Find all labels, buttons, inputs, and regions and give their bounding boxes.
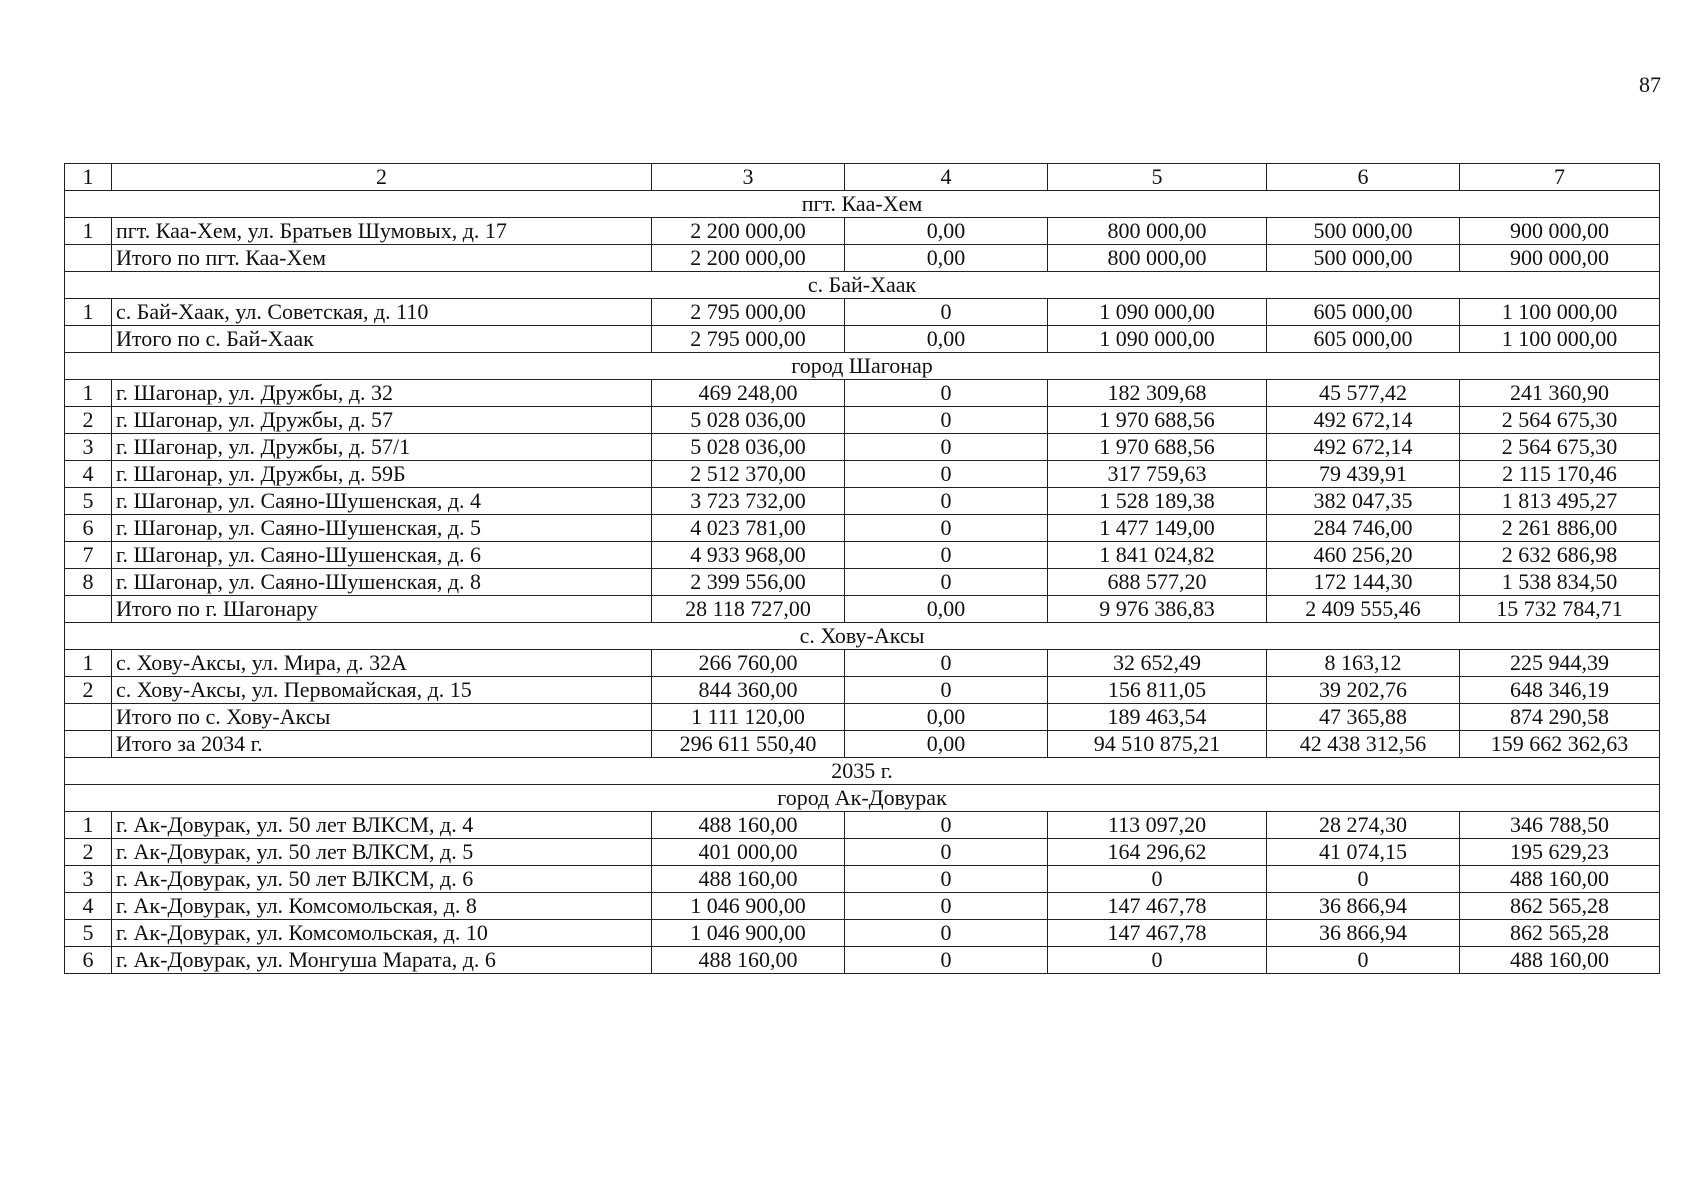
amount-cell: 2 795 000,00 [652, 299, 845, 326]
row-number: 2 [65, 677, 112, 704]
column-header: 5 [1048, 164, 1267, 191]
amount-cell: 0 [1267, 866, 1460, 893]
amount-cell: 47 365,88 [1267, 704, 1460, 731]
amount-cell: 0 [845, 488, 1048, 515]
section-row [65, 785, 1660, 812]
table-row [65, 218, 1660, 245]
amount-cell: 1 538 834,50 [1460, 569, 1660, 596]
amount-cell: 0 [845, 920, 1048, 947]
amount-cell: 5 028 036,00 [652, 434, 845, 461]
amount-cell: 605 000,00 [1267, 299, 1460, 326]
amount-cell: 2 200 000,00 [652, 245, 845, 272]
total-row [65, 704, 1660, 731]
amount-cell: 2 399 556,00 [652, 569, 845, 596]
funding-table [64, 163, 1660, 974]
amount-cell: 0 [845, 380, 1048, 407]
row-number: 1 [65, 650, 112, 677]
amount-cell: 1 970 688,56 [1048, 407, 1267, 434]
section-row [65, 623, 1660, 650]
amount-cell: 0,00 [845, 218, 1048, 245]
row-number: 6 [65, 515, 112, 542]
table-row [65, 299, 1660, 326]
amount-cell: 0 [845, 434, 1048, 461]
address-cell: г. Шагонар, ул. Саяно-Шушенская, д. 6 [112, 542, 652, 569]
total-row [65, 326, 1660, 353]
address-cell: пгт. Каа-Хем, ул. Братьев Шумовых, д. 17 [112, 218, 652, 245]
amount-cell: 1 528 189,38 [1048, 488, 1267, 515]
table-row [65, 434, 1660, 461]
amount-cell: 189 463,54 [1048, 704, 1267, 731]
total-row [65, 596, 1660, 623]
total-row [65, 731, 1660, 758]
column-header: 1 [65, 164, 112, 191]
amount-cell: 2 261 886,00 [1460, 515, 1660, 542]
amount-cell: 0 [845, 866, 1048, 893]
column-header: 3 [652, 164, 845, 191]
address-cell: г. Шагонар, ул. Дружбы, д. 57 [112, 407, 652, 434]
address-cell: г. Шагонар, ул. Саяно-Шушенская, д. 4 [112, 488, 652, 515]
amount-cell: 182 309,68 [1048, 380, 1267, 407]
amount-cell: 0 [845, 461, 1048, 488]
table-row [65, 893, 1660, 920]
table-row [65, 542, 1660, 569]
section-title: город Ак-Довурак [65, 785, 1660, 812]
amount-cell: 800 000,00 [1048, 218, 1267, 245]
section-title: с. Бай-Хаак [65, 272, 1660, 299]
row-number: 4 [65, 461, 112, 488]
amount-cell: 900 000,00 [1460, 245, 1660, 272]
amount-cell: 2 200 000,00 [652, 218, 845, 245]
table-row [65, 407, 1660, 434]
address-cell: Итого по с. Хову-Аксы [112, 704, 652, 731]
table-row [65, 569, 1660, 596]
amount-cell: 1 046 900,00 [652, 893, 845, 920]
amount-cell: 488 160,00 [652, 947, 845, 974]
amount-cell: 488 160,00 [652, 866, 845, 893]
amount-cell: 1 111 120,00 [652, 704, 845, 731]
column-header: 7 [1460, 164, 1660, 191]
amount-cell: 1 970 688,56 [1048, 434, 1267, 461]
amount-cell: 0 [845, 677, 1048, 704]
row-number [65, 596, 112, 623]
amount-cell: 346 788,50 [1460, 812, 1660, 839]
amount-cell: 41 074,15 [1267, 839, 1460, 866]
table-row [65, 380, 1660, 407]
amount-cell: 648 346,19 [1460, 677, 1660, 704]
amount-cell: 2 409 555,46 [1267, 596, 1460, 623]
address-cell: г. Ак-Довурак, ул. Монгуша Марата, д. 6 [112, 947, 652, 974]
table-row [65, 461, 1660, 488]
amount-cell: 15 732 784,71 [1460, 596, 1660, 623]
amount-cell: 3 723 732,00 [652, 488, 845, 515]
amount-cell: 1 100 000,00 [1460, 299, 1660, 326]
amount-cell: 1 477 149,00 [1048, 515, 1267, 542]
amount-cell: 45 577,42 [1267, 380, 1460, 407]
section-row [65, 191, 1660, 218]
address-cell: г. Ак-Довурак, ул. Комсомольская, д. 10 [112, 920, 652, 947]
amount-cell: 382 047,35 [1267, 488, 1460, 515]
amount-cell: 2 564 675,30 [1460, 407, 1660, 434]
amount-cell: 0,00 [845, 596, 1048, 623]
amount-cell: 488 160,00 [652, 812, 845, 839]
amount-cell: 688 577,20 [1048, 569, 1267, 596]
amount-cell: 147 467,78 [1048, 920, 1267, 947]
column-header: 4 [845, 164, 1048, 191]
amount-cell: 1 090 000,00 [1048, 326, 1267, 353]
amount-cell: 1 090 000,00 [1048, 299, 1267, 326]
row-number: 1 [65, 812, 112, 839]
amount-cell: 500 000,00 [1267, 218, 1460, 245]
amount-cell: 195 629,23 [1460, 839, 1660, 866]
table-row [65, 920, 1660, 947]
address-cell: с. Хову-Аксы, ул. Мира, д. 32А [112, 650, 652, 677]
amount-cell: 2 564 675,30 [1460, 434, 1660, 461]
section-title: 2035 г. [65, 758, 1660, 785]
amount-cell: 605 000,00 [1267, 326, 1460, 353]
amount-cell: 2 115 170,46 [1460, 461, 1660, 488]
amount-cell: 9 976 386,83 [1048, 596, 1267, 623]
table-row [65, 677, 1660, 704]
amount-cell: 500 000,00 [1267, 245, 1460, 272]
amount-cell: 4 933 968,00 [652, 542, 845, 569]
row-number: 2 [65, 839, 112, 866]
address-cell: г. Шагонар, ул. Дружбы, д. 59Б [112, 461, 652, 488]
table-row [65, 947, 1660, 974]
row-number: 7 [65, 542, 112, 569]
amount-cell: 0 [845, 650, 1048, 677]
amount-cell: 0 [1048, 866, 1267, 893]
amount-cell: 1 046 900,00 [652, 920, 845, 947]
row-number: 5 [65, 920, 112, 947]
amount-cell: 266 760,00 [652, 650, 845, 677]
amount-cell: 0 [845, 407, 1048, 434]
amount-cell: 39 202,76 [1267, 677, 1460, 704]
table-row [65, 839, 1660, 866]
amount-cell: 488 160,00 [1460, 866, 1660, 893]
amount-cell: 0 [845, 542, 1048, 569]
amount-cell: 94 510 875,21 [1048, 731, 1267, 758]
address-cell: г. Ак-Довурак, ул. Комсомольская, д. 8 [112, 893, 652, 920]
amount-cell: 147 467,78 [1048, 893, 1267, 920]
address-cell: г. Ак-Довурак, ул. 50 лет ВЛКСМ, д. 4 [112, 812, 652, 839]
row-number: 8 [65, 569, 112, 596]
amount-cell: 28 274,30 [1267, 812, 1460, 839]
amount-cell: 5 028 036,00 [652, 407, 845, 434]
amount-cell: 1 841 024,82 [1048, 542, 1267, 569]
row-number: 3 [65, 866, 112, 893]
amount-cell: 492 672,14 [1267, 434, 1460, 461]
amount-cell: 36 866,94 [1267, 893, 1460, 920]
amount-cell: 156 811,05 [1048, 677, 1267, 704]
row-number [65, 731, 112, 758]
row-number [65, 704, 112, 731]
amount-cell: 1 813 495,27 [1460, 488, 1660, 515]
row-number: 1 [65, 218, 112, 245]
amount-cell: 1 100 000,00 [1460, 326, 1660, 353]
amount-cell: 401 000,00 [652, 839, 845, 866]
amount-cell: 8 163,12 [1267, 650, 1460, 677]
table-row [65, 488, 1660, 515]
amount-cell: 0,00 [845, 245, 1048, 272]
amount-cell: 113 097,20 [1048, 812, 1267, 839]
section-title: с. Хову-Аксы [65, 623, 1660, 650]
amount-cell: 488 160,00 [1460, 947, 1660, 974]
amount-cell: 874 290,58 [1460, 704, 1660, 731]
amount-cell: 2 795 000,00 [652, 326, 845, 353]
amount-cell: 36 866,94 [1267, 920, 1460, 947]
amount-cell: 0,00 [845, 704, 1048, 731]
section-row [65, 758, 1660, 785]
total-row [65, 245, 1660, 272]
row-number: 3 [65, 434, 112, 461]
amount-cell: 0,00 [845, 326, 1048, 353]
address-cell: с. Бай-Хаак, ул. Советская, д. 110 [112, 299, 652, 326]
amount-cell: 164 296,62 [1048, 839, 1267, 866]
table-row [65, 812, 1660, 839]
address-cell: г. Шагонар, ул. Саяно-Шушенская, д. 5 [112, 515, 652, 542]
section-title: пгт. Каа-Хем [65, 191, 1660, 218]
address-cell: Итого по г. Шагонару [112, 596, 652, 623]
table-body [65, 164, 1660, 974]
amount-cell: 296 611 550,40 [652, 731, 845, 758]
amount-cell: 0 [845, 299, 1048, 326]
column-header: 6 [1267, 164, 1460, 191]
amount-cell: 0 [845, 515, 1048, 542]
address-cell: г. Ак-Довурак, ул. 50 лет ВЛКСМ, д. 5 [112, 839, 652, 866]
amount-cell: 0,00 [845, 731, 1048, 758]
table-row [65, 866, 1660, 893]
amount-cell: 0 [845, 569, 1048, 596]
amount-cell: 0 [845, 947, 1048, 974]
amount-cell: 2 632 686,98 [1460, 542, 1660, 569]
amount-cell: 800 000,00 [1048, 245, 1267, 272]
amount-cell: 0 [845, 839, 1048, 866]
amount-cell: 900 000,00 [1460, 218, 1660, 245]
address-cell: г. Ак-Довурак, ул. 50 лет ВЛКСМ, д. 6 [112, 866, 652, 893]
row-number: 5 [65, 488, 112, 515]
amount-cell: 4 023 781,00 [652, 515, 845, 542]
amount-cell: 159 662 362,63 [1460, 731, 1660, 758]
amount-cell: 844 360,00 [652, 677, 845, 704]
table-row [65, 650, 1660, 677]
amount-cell: 0 [1267, 947, 1460, 974]
row-number: 2 [65, 407, 112, 434]
amount-cell: 862 565,28 [1460, 893, 1660, 920]
amount-cell: 32 652,49 [1048, 650, 1267, 677]
amount-cell: 460 256,20 [1267, 542, 1460, 569]
amount-cell: 28 118 727,00 [652, 596, 845, 623]
row-number: 1 [65, 299, 112, 326]
address-cell: г. Шагонар, ул. Дружбы, д. 32 [112, 380, 652, 407]
amount-cell: 0 [845, 893, 1048, 920]
amount-cell: 0 [845, 812, 1048, 839]
row-number [65, 245, 112, 272]
section-title: город Шагонар [65, 353, 1660, 380]
row-number: 6 [65, 947, 112, 974]
amount-cell: 862 565,28 [1460, 920, 1660, 947]
amount-cell: 492 672,14 [1267, 407, 1460, 434]
amount-cell: 172 144,30 [1267, 569, 1460, 596]
address-cell: Итого за 2034 г. [112, 731, 652, 758]
address-cell: г. Шагонар, ул. Саяно-Шушенская, д. 8 [112, 569, 652, 596]
row-number: 1 [65, 380, 112, 407]
table-row [65, 515, 1660, 542]
row-number: 4 [65, 893, 112, 920]
address-cell: г. Шагонар, ул. Дружбы, д. 57/1 [112, 434, 652, 461]
amount-cell: 225 944,39 [1460, 650, 1660, 677]
column-number-header-row [65, 164, 1660, 191]
amount-cell: 79 439,91 [1267, 461, 1460, 488]
amount-cell: 469 248,00 [652, 380, 845, 407]
section-row [65, 272, 1660, 299]
address-cell: с. Хову-Аксы, ул. Первомайская, д. 15 [112, 677, 652, 704]
address-cell: Итого по пгт. Каа-Хем [112, 245, 652, 272]
amount-cell: 42 438 312,56 [1267, 731, 1460, 758]
column-header: 2 [112, 164, 652, 191]
row-number [65, 326, 112, 353]
page-number: 87 [1639, 72, 1661, 97]
amount-cell: 317 759,63 [1048, 461, 1267, 488]
amount-cell: 0 [1048, 947, 1267, 974]
section-row [65, 353, 1660, 380]
amount-cell: 241 360,90 [1460, 380, 1660, 407]
amount-cell: 2 512 370,00 [652, 461, 845, 488]
amount-cell: 284 746,00 [1267, 515, 1460, 542]
address-cell: Итого по с. Бай-Хаак [112, 326, 652, 353]
